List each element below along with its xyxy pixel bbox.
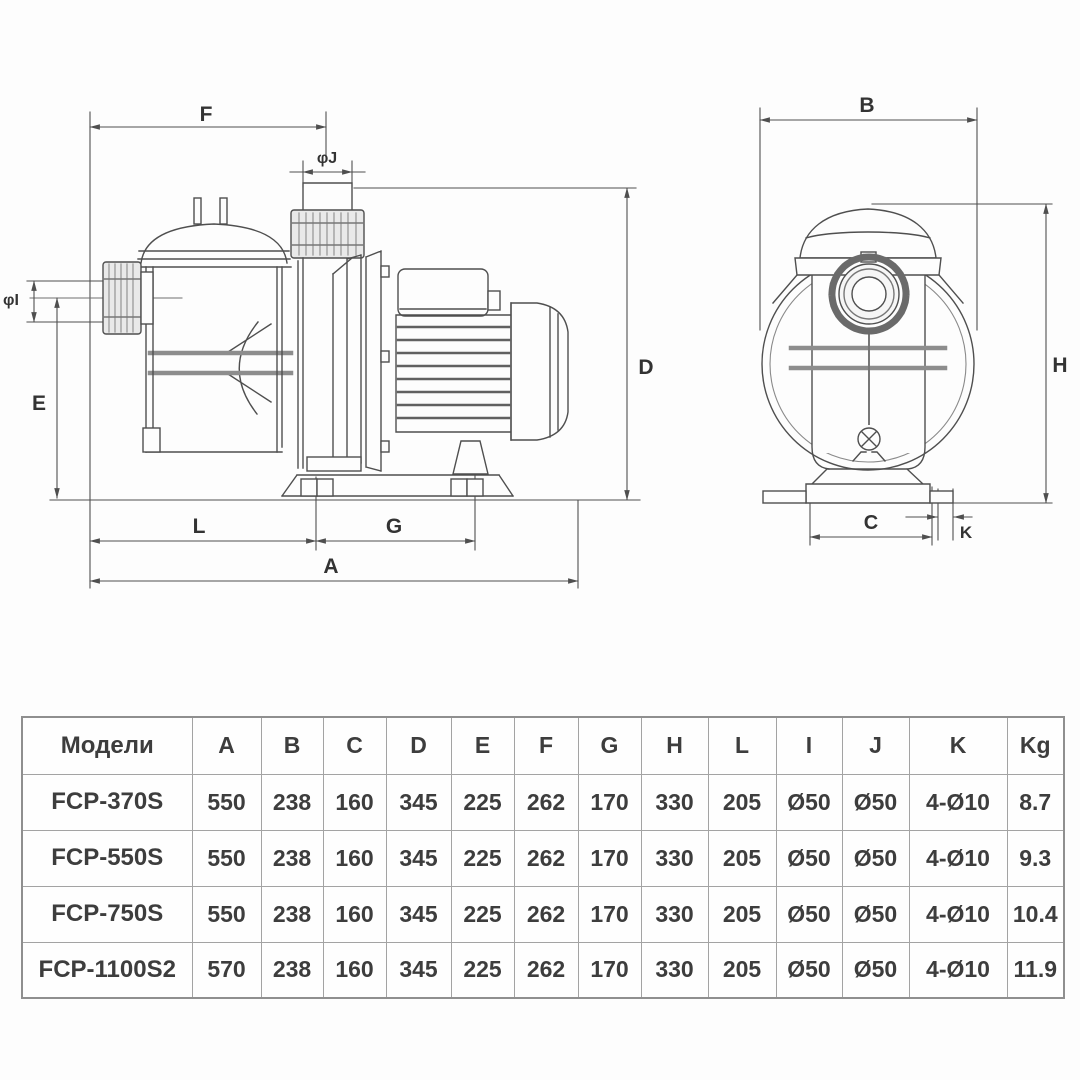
header-cell-e: E	[451, 717, 514, 774]
table-header-row	[22, 717, 1064, 774]
header-cell-i: I	[776, 717, 842, 774]
table-row	[22, 774, 1064, 830]
table-cell: 205	[708, 830, 776, 886]
table-row	[22, 886, 1064, 942]
motor	[396, 269, 568, 440]
table-cell: 170	[578, 942, 641, 998]
dim-label-k: K	[959, 523, 973, 542]
table-cell: 205	[708, 774, 776, 830]
dim-label-f: F	[199, 103, 213, 126]
table-cell: 225	[451, 942, 514, 998]
front-view-drawing	[760, 94, 1068, 545]
table-cell: 170	[578, 774, 641, 830]
dim-label-e: E	[31, 392, 47, 415]
table-cell: 4-Ø10	[909, 830, 1007, 886]
side-view-drawing	[3, 103, 654, 588]
table-cell: 550	[192, 774, 261, 830]
table-cell: 550	[192, 830, 261, 886]
table-cell: 160	[323, 774, 386, 830]
front-base	[763, 469, 953, 503]
dim-label-j: φJ	[316, 150, 338, 167]
table-cell: 238	[261, 774, 323, 830]
dim-label-b: B	[859, 94, 875, 117]
table-cell: Ø50	[842, 830, 909, 886]
header-cell-c: C	[323, 717, 386, 774]
table-cell: 170	[578, 830, 641, 886]
cell-model: FCP-1100S2	[22, 942, 192, 998]
header-cell-d: D	[386, 717, 451, 774]
dim-label-g: G	[385, 515, 403, 538]
table-cell: 330	[641, 886, 708, 942]
pump-base	[282, 441, 513, 496]
cell-model: FCP-550S	[22, 830, 192, 886]
motor-end-bell	[511, 303, 568, 440]
header-cell-models: Модели	[22, 717, 192, 774]
spec-table	[21, 716, 1065, 999]
table-cell: 330	[641, 942, 708, 998]
table-cell: 330	[641, 774, 708, 830]
table-cell: 4-Ø10	[909, 886, 1007, 942]
table-cell: 330	[641, 830, 708, 886]
header-cell-j: J	[842, 717, 909, 774]
header-cell-k: K	[909, 717, 1007, 774]
table-cell: 262	[514, 830, 578, 886]
header-cell-f: F	[514, 717, 578, 774]
table-cell: Ø50	[776, 830, 842, 886]
table-cell: 345	[386, 942, 451, 998]
table-cell: 570	[192, 942, 261, 998]
header-cell-b: B	[261, 717, 323, 774]
strainer-basket-lines	[228, 322, 271, 414]
table-cell: 8.7	[1007, 774, 1064, 830]
inlet-port-nut	[103, 262, 153, 334]
rear-foot	[453, 441, 488, 474]
table-cell: 205	[708, 886, 776, 942]
table-cell: 262	[514, 774, 578, 830]
table-cell: 550	[192, 886, 261, 942]
table-cell: Ø50	[776, 886, 842, 942]
table-cell: 345	[386, 774, 451, 830]
table-cell: 238	[261, 830, 323, 886]
dim-label-a: A	[323, 555, 339, 578]
table-cell: 262	[514, 886, 578, 942]
table-cell: 160	[323, 830, 386, 886]
dim-label-h: H	[1052, 354, 1068, 377]
table-cell: 205	[708, 942, 776, 998]
table-cell: 160	[323, 942, 386, 998]
table-row	[22, 830, 1064, 886]
table-cell: 225	[451, 886, 514, 942]
table-cell: 10.4	[1007, 886, 1064, 942]
strainer-tank	[137, 198, 291, 452]
clamp-bars-side	[150, 353, 291, 373]
table-row	[22, 942, 1064, 998]
table-cell: 9.3	[1007, 830, 1064, 886]
header-cell-h: H	[641, 717, 708, 774]
table-cell: 262	[514, 942, 578, 998]
table-cell: Ø50	[776, 942, 842, 998]
table-cell: 4-Ø10	[909, 774, 1007, 830]
header-cell-kg: Kg	[1007, 717, 1064, 774]
table-cell: Ø50	[842, 942, 909, 998]
discharge-pipe	[291, 183, 364, 468]
cell-model: FCP-750S	[22, 886, 192, 942]
table-cell: 4-Ø10	[909, 942, 1007, 998]
table-cell: 170	[578, 886, 641, 942]
header-cell-g: G	[578, 717, 641, 774]
table-cell: 345	[386, 830, 451, 886]
dim-label-d: D	[638, 356, 654, 379]
table-cell: 160	[323, 886, 386, 942]
table-cell: 225	[451, 830, 514, 886]
table-cell: 238	[261, 886, 323, 942]
table-cell: 345	[386, 886, 451, 942]
table-cell: Ø50	[842, 774, 909, 830]
dim-label-c: C	[863, 512, 879, 534]
dim-label-l: L	[192, 515, 206, 538]
cell-model: FCP-370S	[22, 774, 192, 830]
header-cell-a: A	[192, 717, 261, 774]
table-cell: 11.9	[1007, 942, 1064, 998]
table-cell: Ø50	[842, 886, 909, 942]
table-cell: 225	[451, 774, 514, 830]
table-cell: Ø50	[776, 774, 842, 830]
header-cell-l: L	[708, 717, 776, 774]
dim-label-i: φI	[3, 292, 19, 309]
volute-casing	[347, 251, 389, 471]
motor-fins	[398, 327, 509, 418]
table-cell: 238	[261, 942, 323, 998]
